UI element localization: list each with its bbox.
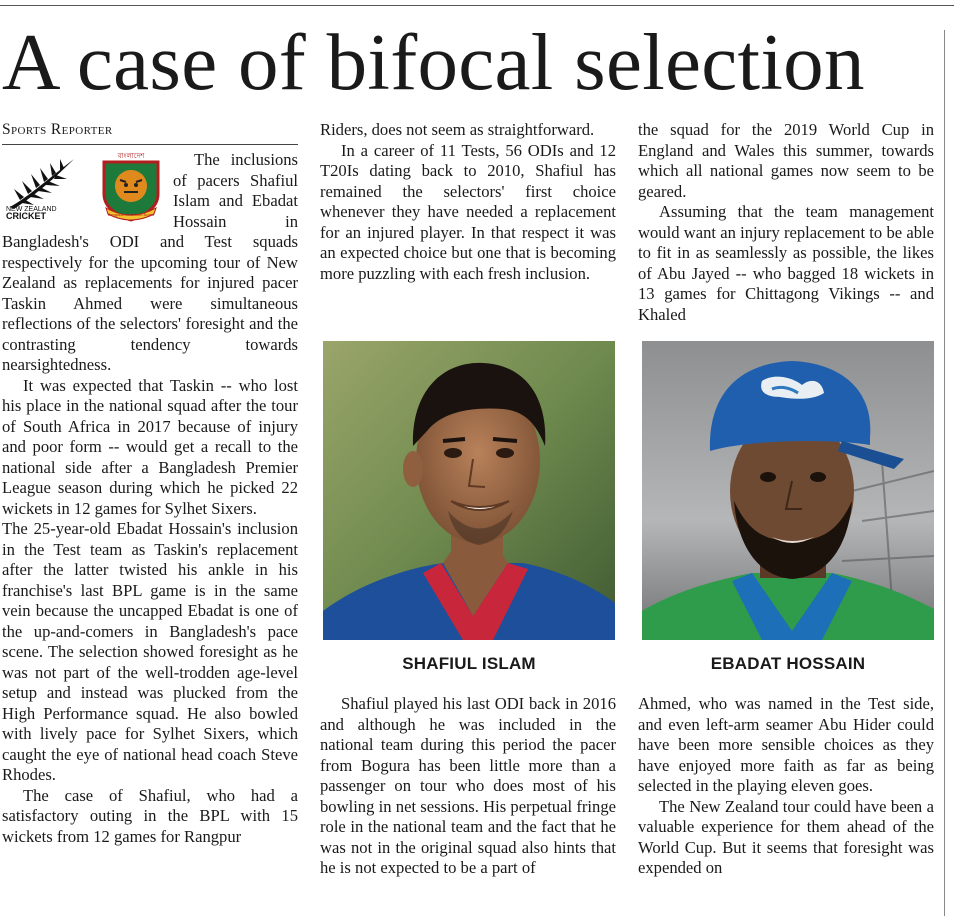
logos [2, 150, 170, 228]
nz-cricket-fern-logo [4, 153, 84, 219]
bcb-crest-logo [98, 150, 164, 224]
column-3-bottom [638, 694, 934, 879]
col2-paragraph-1: Riders, does not seem as straightforward. [320, 120, 595, 139]
nz-logo-cricket: CRICKET [6, 211, 46, 219]
col3-paragraph-2: Assuming that the team management would want an injury replacement to be able to fit in as seamlessly as possible, the likes of Abu Jayed -- who bagged 18 wickets in 13 games for Chittagong Vikings -- and Khaled [638, 202, 934, 324]
col3-bottom-paragraph-1: Ahmed, who was named in the Test side, and even left-arm seamer Abu Hider could have been more sensible choices as they have enjoyed more faith as far as being selected in the playing eleven goes. [638, 694, 934, 795]
col2-paragraph-2: In a career of 11 Tests, 56 ODIs and 12 T20Is dating back to 2010, Shafiul has remained the selectors' first choice whenever they have needed a replacement for an injured player. In that respect it was an expected choice but one that is becoming more puzzling with each fresh inclusion. [320, 140, 616, 283]
col1-paragraph-3: The 25-year-old Ebadat Hossain's inclusion in the Test team as Taskin's replacement after the latter twisted his ankle in his franchise's last BPL game is in the same vein because the uncapped Ebadat is one of the up-and-comers in Bangladesh's pace scene. The selection showed foresight as he was not part of the well-trodden age-level setup and instead was plucked from the High Performance squad. He also bowled with lively pace for Sylhet Sixers, which caught the eye of national head coach Steve Rhodes. [2, 519, 298, 784]
col3-bottom-paragraph-2: The New Zealand tour could have been a valuable experience for them ahead of the World Cup. But it seems that foresight was expended on [638, 796, 934, 877]
headline: A case of bifocal selection [2, 17, 865, 107]
photo-ebadat-hossain [642, 341, 934, 640]
caption-shafiul: SHAFIUL ISLAM [402, 654, 536, 673]
byline: Sports Reporter [2, 121, 113, 138]
photo-shafiul-islam [323, 341, 615, 640]
column-3-top [638, 120, 934, 325]
shafiul-portrait [323, 341, 615, 640]
col3-paragraph-1: the squad for the 2019 World Cup in England and Wales this summer, towards which all national games now seem to be geared. [638, 120, 934, 201]
col1-paragraph-2: It was expected that Taskin -- who lost his place in the national squad after the tour of South Africa in 2017 because of injury and poor form -- would get a recall to the national side after a Bangladesh Premier League season during which he picked 22 wickets in 12 games for Sylhet Sixers. [2, 375, 298, 518]
bcb-crest-bottom-text: Bangladesh Cricket Board [107, 212, 155, 217]
nz-logo-text: NEW ZEALAND [6, 206, 57, 213]
column-1 [2, 120, 298, 847]
top-rule [0, 5, 954, 6]
col1-paragraph-4: The case of Shafiul, who had a satisfactory outing in the BPL with 15 wickets from 12 games for Rangpur [2, 785, 298, 846]
col2-bottom-paragraph-1: Shafiul played his last ODI back in 2016 and although he was included in the national team during this period the pacer from Bogura has been little more than a passenger on tour who does most of his bowling in net sessions. His perpetual fringe role in the national team and the fact that he was not in the original squad also hints that he is not expected to be a part of [320, 694, 616, 877]
column-2-top [320, 120, 616, 284]
ebadat-portrait [642, 341, 934, 640]
bcb-crest-top-text: বাংলাদেশ [117, 152, 145, 160]
column-2-bottom [320, 694, 616, 879]
caption-ebadat: EBADAT HOSSAIN [710, 654, 866, 673]
right-column-rule [944, 30, 945, 916]
col1-paragraph-1: The inclusions of pacers Shafiul Islam and Ebadat Hossain in Bangladesh's ODI and Test squads respectively for the upcoming tour of New Zealand as replacements for injured pacer Taskin Ahmed were simultaneous reflections of the selectors' foresight and the contrasting tendency towards nearsightedness. [2, 150, 298, 374]
byline-rule [2, 144, 298, 145]
